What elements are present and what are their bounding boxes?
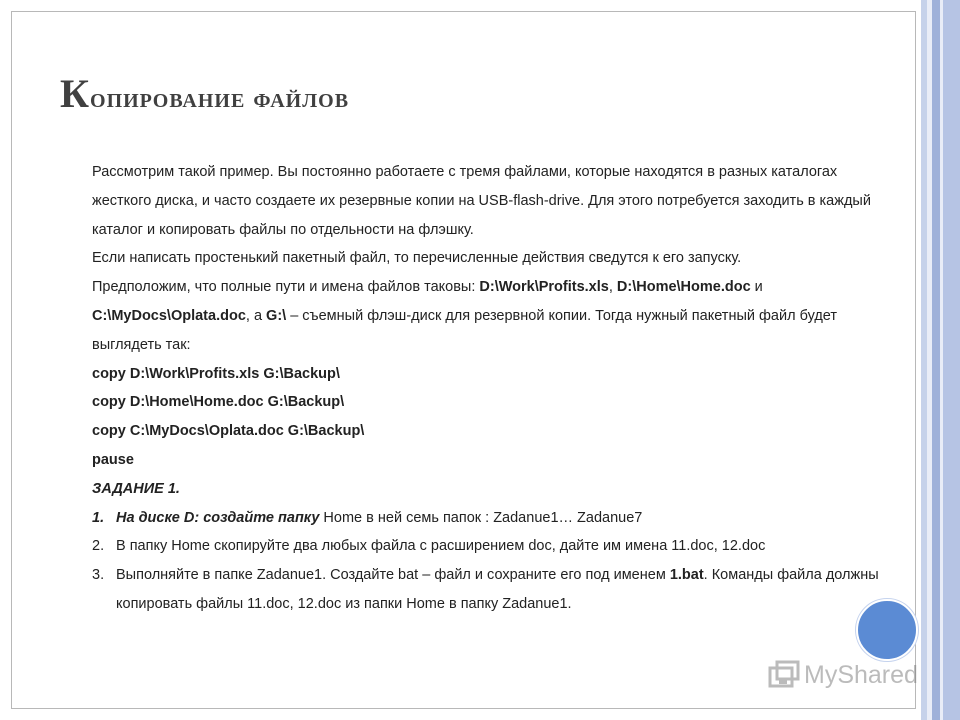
- text-span: Предположим, что полные пути и имена файлов таковы:: [92, 279, 480, 296]
- decorative-band: [932, 0, 940, 720]
- title-first-letter: К: [60, 71, 91, 116]
- command-line: copy C:\MyDocs\Oplata.doc G:\Backup\: [92, 423, 365, 440]
- command-line: copy D:\Home\Home.doc G:\Backup\: [92, 394, 345, 411]
- path-profits: D:\Work\Profits.xls: [479, 279, 609, 296]
- task-item-1-rest: Home в ней семь папок : Zadanue1… Zadanue7: [319, 509, 643, 526]
- command-line: pause: [92, 451, 134, 468]
- task-item-1-bold: На диске D: создайте папку: [116, 509, 320, 526]
- task-list: [92, 504, 892, 619]
- decorative-band: [943, 0, 960, 720]
- myshared-logo-icon: [768, 660, 800, 690]
- task-item-3-filename: 1.bat: [669, 567, 704, 584]
- task-item-2-text: В папку Home скопируйте два любых файла с расширением doc, дайте им имена 11.doc, 12.doc: [116, 538, 766, 555]
- path-home: D:\Home\Home.doc: [616, 279, 751, 296]
- page-title: [60, 70, 349, 117]
- text-span: ,: [608, 279, 617, 296]
- intro-paragraph-1: Рассмотрим такой пример. Вы постоянно работаете с тремя файлами, которые находятся в разных каталогах жесткого диска, и часто создаете их резервные копии на USB-flash-drive. Для этого потребуется заходить в каждый каталог и копировать файлы по отдельности на флэшку.: [92, 164, 871, 238]
- command-line: copy D:\Work\Profits.xls G:\Backup\: [92, 365, 340, 382]
- drive-g: G:\: [266, 307, 287, 324]
- slide-content: [92, 158, 892, 619]
- task-number: 1.: [92, 509, 105, 526]
- decorative-circle: [856, 599, 918, 661]
- task-heading: ЗАДАНИЕ 1.: [92, 480, 180, 497]
- text-span: и: [750, 279, 763, 296]
- task-item-3-a: Выполняйте в папке Zadanue1. Создайте bat – файл и сохраните его под именем: [116, 567, 670, 584]
- path-oplata: C:\MyDocs\Oplata.doc: [92, 307, 246, 324]
- text-span: – съемный флэш-диск для резервной копии. Тогда нужный пакетный файл будет выглядеть так:: [92, 307, 838, 353]
- task-number: 3.: [92, 567, 105, 584]
- task-item-1: [92, 504, 892, 533]
- text-span: , а: [245, 307, 267, 324]
- task-item-3-b: . Команды файла должны копировать файлы 11.doc, 12.doc из папки Home в папку Zadanue1.: [116, 567, 879, 612]
- title-rest: опирование файлов: [90, 83, 350, 114]
- task-number: 2.: [92, 538, 105, 555]
- task-item-2: [92, 532, 892, 561]
- task-item-3: [92, 561, 892, 619]
- watermark-text: MyShared: [804, 660, 918, 689]
- intro-paragraph-3: [92, 273, 892, 359]
- intro-paragraph-2: Если написать простенький пакетный файл, то перечисленные действия сведутся к его запуску.: [92, 250, 742, 267]
- watermark: [768, 657, 918, 693]
